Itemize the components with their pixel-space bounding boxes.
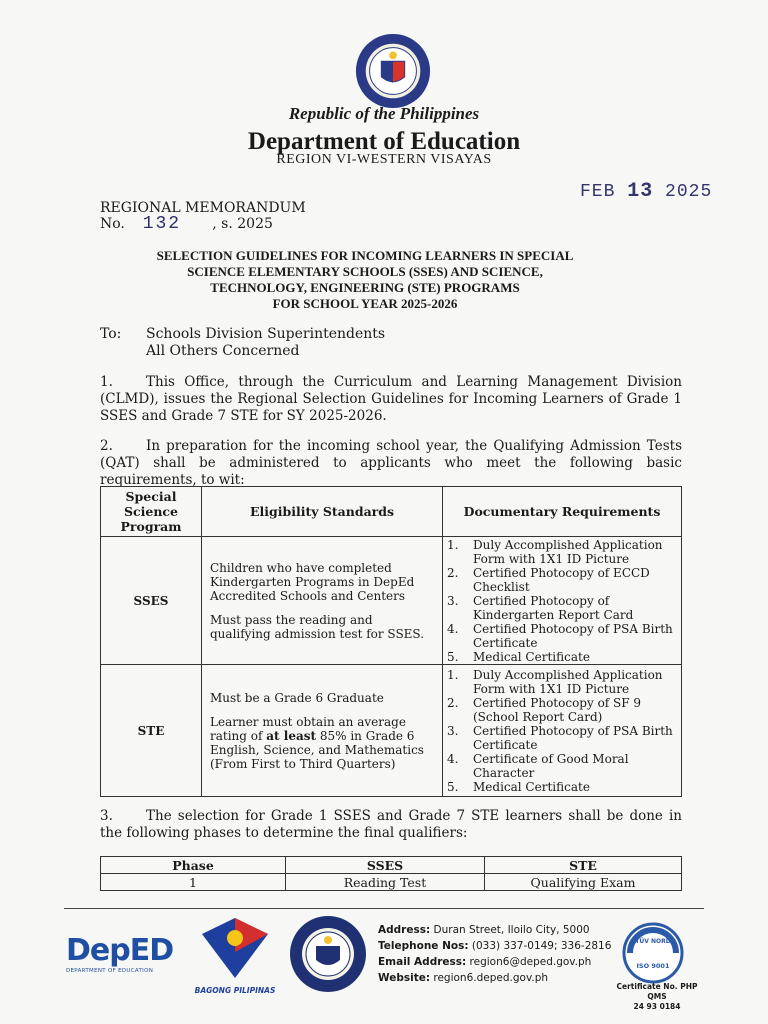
memo-series: , s. 2025 — [212, 216, 273, 232]
phone-line: Telephone Nos: (033) 337-0149; 336-2816 — [378, 940, 612, 952]
contact-info — [378, 922, 611, 986]
table-cell: Qualifying Exam — [485, 874, 682, 891]
requirements-table — [100, 486, 682, 797]
certification-badge-icon — [618, 922, 688, 984]
documents-cell — [443, 537, 682, 665]
stamp-year: 2025 — [665, 182, 713, 202]
tuv-iso-logo: TÜV NORD ISO 9001 — [618, 922, 688, 984]
eligibility-text: Children who have completed Kindergarten Programs in DepEd Accredited Schools and Centers — [210, 560, 415, 603]
eligibility-cell — [202, 537, 443, 665]
memo-number: 132 — [142, 214, 182, 234]
list-item: 1. Duly Accomplished Application Form with 1X1 ID Picture — [447, 537, 663, 566]
eligibility-text: Must be a Grade 6 Graduate — [210, 690, 384, 705]
title-line: SCIENCE ELEMENTARY SCHOOLS (SSES) AND SCIENCE, — [187, 264, 543, 279]
table-row — [101, 665, 682, 797]
memo-no-label: No. — [100, 216, 125, 232]
paragraph-text: In preparation for the incoming school year, the Qualifying Admission Tests (QAT) shall be administered to applicants who meet the following basic requirements, to wit: — [100, 438, 682, 488]
column-header: Documentary Requirements — [443, 487, 682, 537]
recipient: All Others Concerned — [146, 343, 300, 359]
table-row — [101, 874, 682, 891]
table-header-row — [101, 857, 682, 874]
list-item: 2. Certified Photocopy of SF 9 (School Report Card) — [447, 695, 642, 724]
republic-heading: Republic of the Philippines — [288, 104, 480, 123]
footer-divider — [64, 908, 704, 909]
list-item: 3. Certified Photocopy of Kindergarten Report Card — [447, 593, 634, 622]
list-item: 4. Certificate of Good Moral Character — [447, 751, 629, 780]
program-cell: STE — [101, 665, 202, 797]
phase-table — [100, 856, 682, 891]
title-line: TECHNOLOGY, ENGINEERING (STE) PROGRAMS — [210, 280, 520, 295]
address-line: Address: Duran Street, Iloilo City, 5000 — [378, 924, 590, 936]
website-line: Website: region6.deped.gov.ph — [378, 972, 549, 984]
table-cell: 1 — [101, 874, 286, 891]
deped-seal-logo — [354, 32, 432, 110]
stamp-day: 13 — [627, 180, 654, 203]
to-label: To: — [100, 326, 122, 342]
column-header: Phase — [101, 857, 286, 874]
region-seal-logo — [288, 914, 368, 994]
eligibility-text: Must pass the reading and qualifying admission test for SSES. — [210, 612, 425, 641]
memo-number-block — [100, 200, 306, 232]
region-heading: REGION VI-WESTERN VISAYAS — [276, 152, 492, 167]
column-header: Special Science Program — [101, 487, 202, 537]
column-header: Eligibility Standards — [202, 487, 443, 537]
list-item: 5. Medical Certificate — [447, 779, 590, 794]
paragraph-1 — [100, 374, 682, 425]
column-header: STE — [485, 857, 682, 874]
documents-cell — [443, 665, 682, 797]
column-header: SSES — [286, 857, 485, 874]
paragraph-3 — [100, 808, 682, 842]
list-item: 3. Certified Photocopy of PSA Birth Certificate — [447, 723, 673, 752]
title-line: SELECTION GUIDELINES FOR INCOMING LEARNERS IN SPECIAL — [156, 248, 574, 263]
memo-title — [100, 248, 630, 312]
title-line: FOR SCHOOL YEAR 2025-2026 — [272, 296, 458, 311]
deped-logo: DepED DEPARTMENT OF EDUCATION — [66, 933, 174, 974]
paragraph-number: 1. — [100, 374, 113, 390]
list-item: 2. Certified Photocopy of ECCD Checklist — [447, 565, 650, 594]
paragraph-number: 2. — [100, 438, 113, 454]
paragraph-text: The selection for Grade 1 SSES and Grade 7 STE learners shall be done in the following phases to determine the final qualifiers: — [100, 808, 682, 841]
recipient: Schools Division Superintendents — [146, 326, 386, 342]
table-cell: Reading Test — [286, 874, 485, 891]
paragraph-number: 3. — [100, 808, 113, 824]
eligibility-cell — [202, 665, 443, 797]
table-header-row — [101, 487, 682, 537]
paragraph-2 — [100, 438, 682, 489]
paragraph-text: This Office, through the Curriculum and Learning Management Division (CLMD), issues the Regional Selection Guidelines for Incoming Learners of Grade 1 SSES and Grade 7 STE for SY 2025-2026. — [100, 374, 682, 424]
table-row — [101, 537, 682, 665]
date-stamp — [580, 180, 712, 203]
bagong-pilipinas-emblem-icon — [192, 912, 278, 982]
certificate-number: Certificate No. PHP QMS 24 93 0184 — [616, 982, 698, 1011]
recipients-list — [146, 326, 385, 360]
list-item: 1. Duly Accomplished Application Form with 1X1 ID Picture — [447, 667, 663, 696]
bagong-pilipinas-logo: BAGONG PILIPINAS — [192, 912, 278, 996]
program-cell: SSES — [101, 537, 202, 665]
memo-label: REGIONAL MEMORANDUM — [100, 200, 306, 216]
stamp-month: FEB — [580, 182, 616, 202]
email-line: Email Address: region6@deped.gov.ph — [378, 956, 592, 968]
list-item: 5. Medical Certificate — [447, 649, 590, 664]
list-item: 4. Certified Photocopy of PSA Birth Certificate — [447, 621, 673, 650]
eligibility-text: Learner must obtain an average rating of at least 85% in Grade 6 English, Science, and Mathematics (From First to Third Quarters) — [210, 714, 424, 771]
department-heading: Department of Education — [247, 128, 521, 155]
